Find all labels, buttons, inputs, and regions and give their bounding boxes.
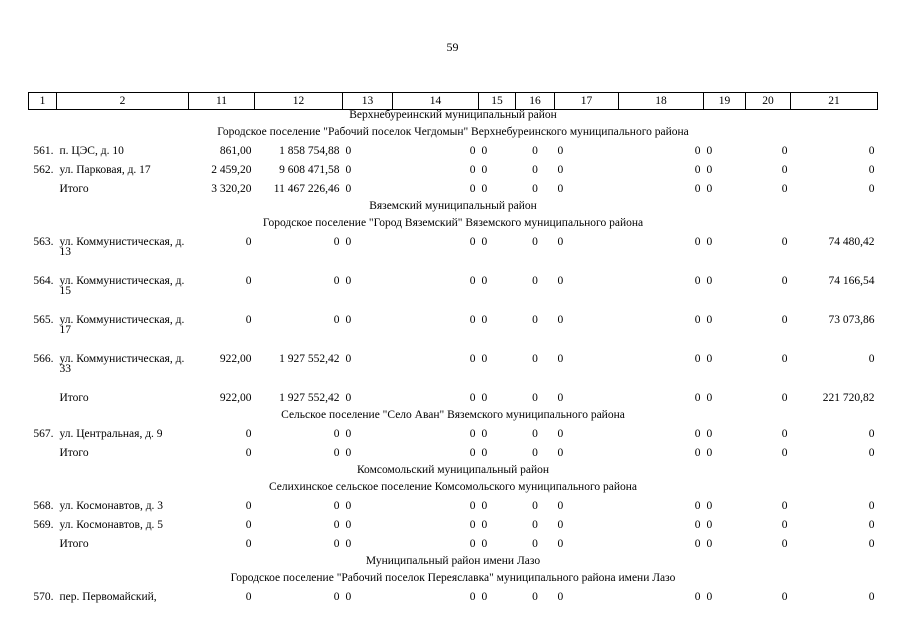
value-cell: 0 — [345, 145, 352, 157]
address-cell: Итого — [59, 538, 89, 550]
row-number: 563. — [33, 236, 54, 248]
value-cell: 0 — [532, 145, 538, 157]
column-header: 2 — [57, 93, 189, 110]
value-cell: 922,00 — [219, 353, 252, 365]
value-cell: 0 — [245, 447, 252, 459]
value-cell: 0 — [333, 591, 340, 603]
value-cell: 0 — [781, 145, 788, 157]
column-header: 1 — [29, 93, 57, 110]
section-title: Муниципальный район имени Лазо — [365, 555, 541, 567]
value-cell: 0 — [781, 164, 788, 176]
row-number: 564. — [33, 275, 54, 287]
section-header-row — [29, 127, 878, 144]
value-cell: 0 — [868, 447, 875, 459]
value-cell: 922,00 — [219, 392, 252, 404]
section-header-row — [29, 410, 878, 427]
value-cell: 0 — [532, 236, 538, 248]
address-cell: ул. Коммунистическая, д. 15 — [59, 275, 185, 297]
value-cell: 0 — [781, 538, 788, 550]
value-cell: 0 — [557, 500, 564, 512]
value-cell: 0 — [469, 591, 476, 603]
column-header: 20 — [746, 93, 791, 110]
section-title: Верхнебуреинский муниципальный район — [349, 109, 557, 121]
value-cell: 0 — [868, 145, 875, 157]
address-cell: ул. Центральная, д. 9 — [59, 428, 163, 440]
value-cell: 0 — [481, 353, 488, 365]
value-cell: 0 — [868, 353, 875, 365]
row-number: 561. — [33, 145, 54, 157]
value-cell: 0 — [706, 538, 713, 550]
value-cell: 0 — [469, 428, 476, 440]
value-cell: 0 — [706, 314, 713, 326]
value-cell: 0 — [245, 428, 252, 440]
value-cell: 0 — [481, 428, 488, 440]
value-cell: 0 — [245, 236, 252, 248]
value-cell: 0 — [557, 145, 564, 157]
value-cell: 0 — [694, 591, 701, 603]
value-cell: 0 — [481, 183, 488, 195]
value-cell: 0 — [345, 183, 352, 195]
report-body — [29, 110, 878, 610]
column-header: 12 — [255, 93, 343, 110]
section-header-row — [29, 465, 878, 482]
address-cell: ул. Коммунистическая, д. 13 — [59, 236, 185, 258]
column-header: 15 — [479, 93, 516, 110]
value-cell: 0 — [345, 428, 352, 440]
value-cell: 0 — [532, 164, 538, 176]
table-row — [29, 427, 878, 446]
value-cell: 1 858 754,88 — [279, 145, 340, 157]
value-cell: 0 — [868, 183, 875, 195]
value-cell: 0 — [333, 519, 340, 531]
column-header: 14 — [393, 93, 479, 110]
address-cell: ул. Космонавтов, д. 3 — [59, 500, 164, 512]
value-cell: 0 — [345, 314, 352, 326]
column-header: 21 — [791, 93, 878, 110]
section-title: Селихинское сельское поселение Комсомольского муниципального района — [268, 481, 638, 493]
value-cell: 1 927 552,42 — [279, 392, 340, 404]
table-row — [29, 163, 878, 182]
value-cell: 0 — [469, 164, 476, 176]
section-header-row — [29, 218, 878, 235]
section-title: Городское поселение "Город Вяземский" Вяземского муниципального района — [262, 217, 644, 229]
address-cell: Итого — [59, 392, 89, 404]
value-cell: 0 — [781, 314, 788, 326]
value-cell: 0 — [333, 538, 340, 550]
value-cell: 0 — [469, 275, 476, 287]
table-row — [29, 590, 878, 609]
value-cell: 0 — [868, 500, 875, 512]
row-number: 562. — [33, 164, 54, 176]
value-cell: 0 — [345, 500, 352, 512]
section-header-row — [29, 110, 878, 128]
value-cell: 0 — [557, 591, 564, 603]
value-cell: 0 — [706, 183, 713, 195]
table-row — [29, 313, 878, 352]
value-cell: 0 — [694, 519, 701, 531]
value-cell: 0 — [557, 392, 564, 404]
value-cell: 0 — [245, 519, 252, 531]
value-cell: 0 — [868, 428, 875, 440]
value-cell: 0 — [469, 519, 476, 531]
row-number — [29, 182, 57, 201]
value-cell: 0 — [706, 145, 713, 157]
value-cell: 0 — [557, 314, 564, 326]
value-cell: 0 — [694, 164, 701, 176]
section-title: Городское поселение "Рабочий поселок Переяславка" муниципального района имени Лазо — [230, 572, 676, 584]
value-cell: 0 — [245, 538, 252, 550]
value-cell: 0 — [532, 275, 538, 287]
value-cell: 0 — [469, 236, 476, 248]
value-cell: 0 — [333, 500, 340, 512]
column-header: 17 — [555, 93, 619, 110]
value-cell: 0 — [532, 392, 538, 404]
value-cell: 0 — [469, 145, 476, 157]
row-number: 565. — [33, 314, 54, 326]
value-cell: 861,00 — [219, 145, 252, 157]
value-cell: 0 — [694, 447, 701, 459]
column-header: 13 — [343, 93, 393, 110]
value-cell: 0 — [469, 183, 476, 195]
value-cell: 0 — [706, 275, 713, 287]
value-cell: 0 — [781, 353, 788, 365]
value-cell: 0 — [781, 183, 788, 195]
value-cell: 0 — [781, 447, 788, 459]
value-cell: 0 — [706, 447, 713, 459]
table-row — [29, 235, 878, 274]
value-cell: 0 — [557, 275, 564, 287]
address-cell: ул. Парковая, д. 17 — [59, 164, 151, 176]
value-cell: 2 459,20 — [211, 164, 252, 176]
value-cell: 0 — [345, 236, 352, 248]
value-cell: 0 — [868, 591, 875, 603]
value-cell: 0 — [469, 353, 476, 365]
value-cell: 0 — [694, 236, 701, 248]
table-row — [29, 274, 878, 313]
value-cell: 0 — [532, 353, 538, 365]
total-row — [29, 391, 878, 410]
value-cell: 0 — [694, 353, 701, 365]
column-header: 19 — [704, 93, 746, 110]
section-header-row — [29, 573, 878, 590]
value-cell: 1 927 552,42 — [279, 353, 340, 365]
value-cell: 0 — [469, 447, 476, 459]
value-cell: 0 — [557, 538, 564, 550]
value-cell: 74 166,54 — [828, 275, 875, 287]
value-cell: 0 — [781, 236, 788, 248]
row-number — [29, 391, 57, 410]
value-cell: 11 467 226,46 — [273, 183, 340, 195]
value-cell: 0 — [868, 538, 875, 550]
report-table — [28, 92, 878, 609]
address-cell: ул. Коммунистическая, д. 33 — [59, 353, 185, 375]
value-cell: 0 — [781, 392, 788, 404]
value-cell: 0 — [333, 447, 340, 459]
value-cell: 0 — [345, 275, 352, 287]
value-cell: 0 — [481, 500, 488, 512]
address-cell: Итого — [59, 183, 89, 195]
row-number: 567. — [33, 428, 54, 440]
value-cell: 0 — [557, 236, 564, 248]
value-cell: 0 — [694, 538, 701, 550]
address-cell: Итого — [59, 447, 89, 459]
value-cell: 0 — [345, 519, 352, 531]
value-cell: 0 — [694, 314, 701, 326]
value-cell: 0 — [532, 591, 538, 603]
value-cell: 0 — [333, 236, 340, 248]
value-cell: 0 — [706, 519, 713, 531]
value-cell: 0 — [345, 164, 352, 176]
page-number: 59 — [446, 40, 459, 54]
address-cell: пер. Первомайский, — [59, 591, 157, 603]
value-cell: 0 — [532, 447, 538, 459]
value-cell: 0 — [781, 428, 788, 440]
value-cell: 0 — [706, 500, 713, 512]
value-cell: 0 — [481, 275, 488, 287]
total-row — [29, 182, 878, 201]
value-cell: 0 — [694, 428, 701, 440]
value-cell: 0 — [706, 392, 713, 404]
value-cell: 0 — [345, 392, 352, 404]
section-header-row — [29, 201, 878, 218]
row-number: 566. — [33, 353, 54, 365]
value-cell: 0 — [706, 236, 713, 248]
value-cell: 0 — [532, 500, 538, 512]
section-header-row — [29, 482, 878, 499]
value-cell: 0 — [245, 314, 252, 326]
value-cell: 0 — [781, 275, 788, 287]
value-cell: 0 — [557, 519, 564, 531]
value-cell: 0 — [481, 591, 488, 603]
value-cell: 0 — [481, 538, 488, 550]
value-cell: 0 — [694, 392, 701, 404]
value-cell: 0 — [333, 314, 340, 326]
address-cell: ул. Коммунистическая, д. 17 — [59, 314, 185, 336]
value-cell: 0 — [694, 500, 701, 512]
column-header: 16 — [516, 93, 555, 110]
value-cell: 3 320,20 — [211, 183, 252, 195]
value-cell: 0 — [781, 591, 788, 603]
section-header-row — [29, 556, 878, 573]
value-cell: 74 480,42 — [828, 236, 875, 248]
value-cell: 0 — [781, 500, 788, 512]
section-title: Комсомольский муниципальный район — [356, 464, 550, 476]
column-header: 18 — [619, 93, 704, 110]
value-cell: 0 — [706, 353, 713, 365]
value-cell: 0 — [706, 164, 713, 176]
value-cell: 0 — [706, 428, 713, 440]
value-cell: 0 — [481, 392, 488, 404]
value-cell: 0 — [557, 353, 564, 365]
value-cell: 0 — [469, 314, 476, 326]
value-cell: 0 — [345, 538, 352, 550]
address-cell: ул. Космонавтов, д. 5 — [59, 519, 164, 531]
value-cell: 0 — [245, 591, 252, 603]
value-cell: 0 — [469, 500, 476, 512]
value-cell: 0 — [694, 145, 701, 157]
table-row — [29, 352, 878, 391]
value-cell: 0 — [469, 392, 476, 404]
value-cell: 0 — [781, 519, 788, 531]
value-cell: 0 — [481, 519, 488, 531]
value-cell: 221 720,82 — [822, 392, 875, 404]
value-cell: 0 — [345, 447, 352, 459]
value-cell: 0 — [345, 353, 352, 365]
value-cell: 0 — [557, 447, 564, 459]
value-cell: 0 — [481, 164, 488, 176]
total-row — [29, 446, 878, 465]
value-cell: 0 — [532, 314, 538, 326]
value-cell: 0 — [694, 183, 701, 195]
row-number: 569. — [33, 519, 54, 531]
value-cell: 0 — [532, 519, 538, 531]
value-cell: 0 — [481, 314, 488, 326]
value-cell: 9 608 471,58 — [279, 164, 340, 176]
value-cell: 0 — [706, 591, 713, 603]
total-row — [29, 537, 878, 556]
value-cell: 0 — [481, 145, 488, 157]
column-header: 11 — [189, 93, 255, 110]
value-cell: 0 — [245, 500, 252, 512]
value-cell: 0 — [532, 428, 538, 440]
column-header-row — [29, 93, 878, 110]
row-number: 568. — [33, 500, 54, 512]
value-cell: 0 — [481, 236, 488, 248]
value-cell: 0 — [245, 275, 252, 287]
value-cell: 73 073,86 — [828, 314, 875, 326]
row-number: 570. — [33, 591, 54, 603]
section-title: Городское поселение "Рабочий поселок Чегдомын" Верхнебуреинского муниципального района — [217, 126, 689, 138]
value-cell: 0 — [532, 183, 538, 195]
row-number — [29, 446, 57, 465]
value-cell: 0 — [557, 164, 564, 176]
row-number — [29, 537, 57, 556]
value-cell: 0 — [868, 519, 875, 531]
value-cell: 0 — [333, 428, 340, 440]
value-cell: 0 — [557, 428, 564, 440]
section-title: Сельское поселение "Село Аван" Вяземского муниципального района — [281, 409, 625, 421]
value-cell: 0 — [557, 183, 564, 195]
value-cell: 0 — [868, 164, 875, 176]
value-cell: 0 — [345, 591, 352, 603]
address-cell: п. ЦЭС, д. 10 — [59, 145, 124, 157]
value-cell: 0 — [694, 275, 701, 287]
section-title: Вяземский муниципальный район — [369, 200, 537, 212]
table-row — [29, 144, 878, 163]
table-row — [29, 499, 878, 518]
value-cell: 0 — [333, 275, 340, 287]
value-cell: 0 — [532, 538, 538, 550]
value-cell: 0 — [481, 447, 488, 459]
value-cell: 0 — [469, 538, 476, 550]
table-row — [29, 518, 878, 537]
